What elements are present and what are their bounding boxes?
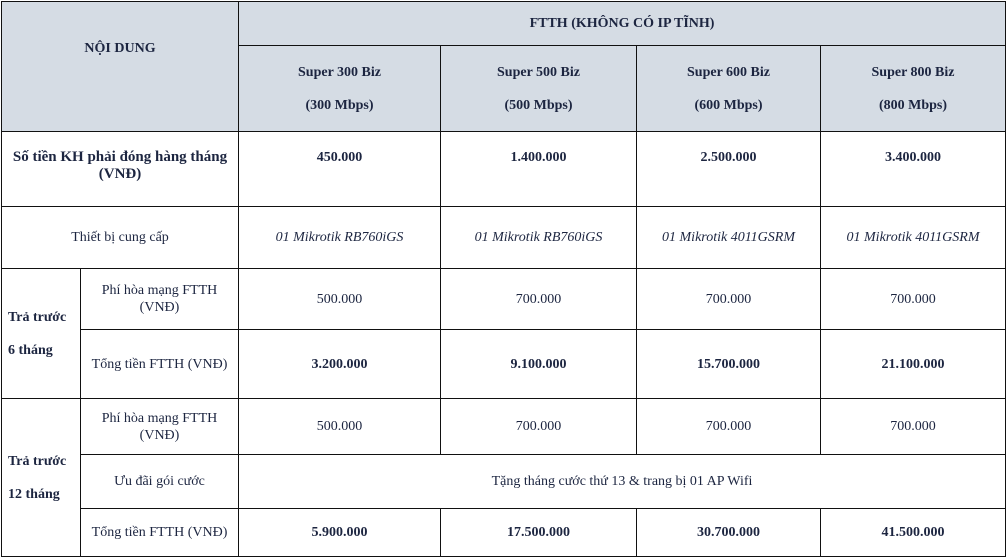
ftth-group-header: FTTH (KHÔNG CÓ IP TĨNH) [239, 2, 1006, 46]
cell: 700.000 [637, 269, 821, 330]
cell: 3.400.000 [821, 132, 1006, 207]
cell: 01 Mikrotik 4011GSRM [637, 207, 821, 269]
cell: 700.000 [637, 399, 821, 455]
cell: 30.700.000 [637, 509, 821, 557]
cell: 9.100.000 [441, 330, 637, 399]
cell: 500.000 [239, 399, 441, 455]
cell: 700.000 [821, 399, 1006, 455]
cell: 01 Mikrotik RB760iGS [441, 207, 637, 269]
row-label: Thiết bị cung cấp [2, 207, 239, 269]
prepay6-total-row [2, 330, 1006, 399]
prepay12-fee-row [2, 399, 1006, 455]
row-label: Tổng tiền FTTH (VNĐ) [81, 330, 239, 399]
cell: 5.900.000 [239, 509, 441, 557]
cell: 15.700.000 [637, 330, 821, 399]
prepay12-label: Trả trước 12 tháng [2, 399, 81, 557]
pricing-table [1, 1, 1006, 557]
promo-cell: Tặng tháng cước thứ 13 & trang bị 01 AP Wifi [239, 455, 1006, 509]
device-row [2, 207, 1006, 269]
cell: 700.000 [441, 399, 637, 455]
row-label: Tổng tiền FTTH (VNĐ) [81, 509, 239, 557]
prepay12-total-row [2, 509, 1006, 557]
cell: 700.000 [441, 269, 637, 330]
cell: 500.000 [239, 269, 441, 330]
cell: 2.500.000 [637, 132, 821, 207]
row-label: Phí hòa mạng FTTH (VNĐ) [81, 269, 239, 330]
cell: 41.500.000 [821, 509, 1006, 557]
prepay6-fee-row [2, 269, 1006, 330]
content-header: NỘI DUNG [2, 2, 239, 132]
prepay6-label: Trả trước 6 tháng [2, 269, 81, 399]
cell: 450.000 [239, 132, 441, 207]
cell: 01 Mikrotik RB760iGS [239, 207, 441, 269]
package-header: Super 600 Biz (600 Mbps) [637, 46, 821, 132]
cell: 01 Mikrotik 4011GSRM [821, 207, 1006, 269]
row-label: Ưu đãi gói cước [81, 455, 239, 509]
prepay12-promo-row [2, 455, 1006, 509]
cell: 21.100.000 [821, 330, 1006, 399]
cell: 1.400.000 [441, 132, 637, 207]
package-header: Super 800 Biz (800 Mbps) [821, 46, 1006, 132]
row-label: Phí hòa mạng FTTH (VNĐ) [81, 399, 239, 455]
package-header: Super 300 Biz (300 Mbps) [239, 46, 441, 132]
package-header: Super 500 Biz (500 Mbps) [441, 46, 637, 132]
cell: 700.000 [821, 269, 1006, 330]
row-label: Số tiền KH phải đóng hàng tháng (VNĐ) [2, 132, 239, 207]
cell: 3.200.000 [239, 330, 441, 399]
cell: 17.500.000 [441, 509, 637, 557]
monthly-row [2, 132, 1006, 207]
